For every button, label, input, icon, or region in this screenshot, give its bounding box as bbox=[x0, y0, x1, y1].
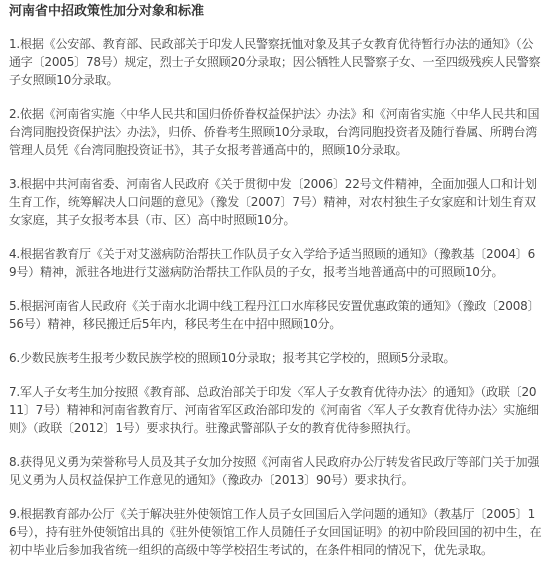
policy-item-4: 4.根据省教育厅《关于对艾滋病防治帮扶工作队员子女入学给予适当照顾的通知》（豫教基〔2004〕69号）精神，派驻各地进行艾滋病防治帮扶工作队员的子女，报考当地普通高中的可照顾10分。 bbox=[9, 247, 536, 279]
policy-item-3: 3.根据中共河南省委、河南省人民政府《关于贯彻中发〔2006〕22号文件精神，全面加强人口和计划生育工作，统筹解决人口问题的意见》（豫发〔2007〕7号）精神，对农村独生子女家庭和计划生育双女家庭，其子女报考本县（市、区）高中时照顾10分。 bbox=[9, 177, 537, 227]
policy-item-2: 2.依据《河南省实施〈中华人民共和国归侨侨眷权益保护法〉办法》和《河南省实施〈中华人民共和国台湾同胞投资保护法〉办法》，归侨、侨眷考生照顾10分录取，台湾同胞投资者及随行眷属、所聘台湾管理人员凭《台湾同胞投资证书》，其子女报考普通高中的，照顾10分录取。 bbox=[9, 107, 540, 157]
policy-item-9: 9.根据教育部办公厅《关于解决驻外使领馆工作人员子女回国后入学问题的通知》（教基厅〔2005〕16号），持有驻外使领馆出具的《驻外使领馆工作人员随任子女回国证明》的初中阶段回国的初中生，在初中毕业后参加我省统一组织的高级中等学校招生考试的，在条件相同的情况下，优先录取。 bbox=[9, 507, 542, 557]
policy-item-1: 1.根据《公安部、教育部、民政部关于印发人民警察抚恤对象及其子女教育优待暂行办法的通知》（公通字〔2005〕78号）规定，烈士子女照顾20分录取；因公牺牲人民警察子女、一至四级残疾人民警察子女照顾10分录取。 bbox=[9, 37, 541, 87]
document-title: 河南省中招政策性加分对象和标准 bbox=[9, 4, 205, 19]
policy-item-5: 5.根据河南省人民政府《关于南水北调中线工程丹江口水库移民安置优惠政策的通知》（豫政〔2008〕56号）精神，移民搬迁后5年内，移民考生在中招中照顾10分。 bbox=[9, 299, 540, 331]
policy-item-8: 8.获得见义勇为荣誉称号人员及其子女加分按照《河南省人民政府办公厅转发省民政厅等部门关于加强见义勇为人员权益保护工作意见的通知》（豫政办〔2013〕90号）要求执行。 bbox=[9, 455, 540, 487]
policy-item-6: 6.少数民族考生报考少数民族学校的照顾10分录取；报考其它学校的，照顾5分录取。 bbox=[9, 351, 456, 365]
policy-item-7: 7.军人子女考生加分按照《教育部、总政治部关于印发〈军人子女教育优待办法〉的通知》（政联〔2011〕7号）精神和河南省教育厅、河南省军区政治部印发的《河南省〈军人子女教育优待办法〉实施细则》（政联〔2012〕1号）要求执行。驻豫武警部队子女的教育优待参照执行。 bbox=[9, 385, 539, 435]
